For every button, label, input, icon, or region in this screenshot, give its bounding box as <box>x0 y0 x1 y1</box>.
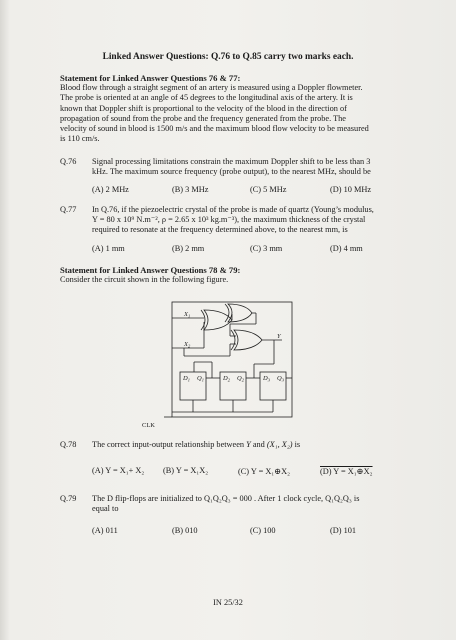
option-b: (B) 3 MHz <box>172 185 209 194</box>
ff2-q-label: $Q_2$ <box>237 375 244 383</box>
statement-title: Statement for Linked Answer Questions 78 & 79: <box>60 265 241 275</box>
option-d: (D) 4 mm <box>330 244 363 253</box>
question-line: In Q.76, if the piezoelectric crystal of the probe is made of quartz (Young’s modulus, <box>92 205 374 214</box>
section-header: Linked Answer Questions: Q.76 to Q.85 carry two marks each. <box>102 52 354 62</box>
option-c: (C) 5 MHz <box>250 185 287 194</box>
statement-line: propagation of sound from the probe and the frequency generated from the probe. The <box>60 113 346 123</box>
option-a: (A) 1 mm <box>92 244 125 253</box>
question-number: Q.78 <box>60 440 77 449</box>
statement-78-79 <box>60 265 400 285</box>
ff1-d-label: $D_1$ <box>183 375 190 383</box>
question-number: Q.77 <box>60 205 77 214</box>
question-line: kHz. The maximum source frequency (probe output), to the nearest MHz, should be <box>92 167 371 177</box>
option-c: (C) Y = X₁⊕X₂ <box>238 467 291 476</box>
statement-title: Statement for Linked Answer Questions 76 & 77: <box>60 73 241 83</box>
option-b: (B) 010 <box>172 526 198 535</box>
statement-line: known that Doppler shift is proportional to the velocity of the blood in the direction of <box>60 103 347 113</box>
page-footer: IN 25/32 <box>213 598 243 607</box>
ff2-d-label: $D_2$ <box>223 375 230 383</box>
question-line: Signal processing limitations constrain the maximum Doppler shift to be less than 3 <box>92 157 371 166</box>
option-d: (D) Y = X₁⊕X₂ <box>320 467 373 476</box>
option-b: (B) 2 mm <box>172 244 205 253</box>
option-c: (C) 3 mm <box>250 244 283 253</box>
option-b: (B) Y = X₁X₂ <box>163 466 209 475</box>
statement-line: velocity of sound in blood is 1500 m/s and the maximum blood flow velocity to be measured <box>60 124 369 134</box>
statement-line: Blood flow through a straight segment of an artery is measured using a Doppler flowmeter. <box>60 83 363 93</box>
question-79-text <box>92 494 412 514</box>
question-number: Q.76 <box>60 157 77 166</box>
statement-line: is 110 cm/s. <box>60 134 100 144</box>
question-number: Q.79 <box>60 494 77 503</box>
option-c: (C) 100 <box>250 526 276 535</box>
ff3-d-label: $D_3$ <box>263 375 270 383</box>
statement-line: The probe is oriented at an angle of 45 degrees to the longitudinal axis of the artery. It is <box>60 93 353 103</box>
input-x2-label: $X_2$ <box>184 341 191 349</box>
clk-label: CLK <box>142 422 155 429</box>
question-line: The D flip-flops are initialized to Q₁Q₂Q₃ = 000 . After 1 clock cycle, Q₁Q₂Q₃ is <box>92 494 360 503</box>
xor-gate-1 <box>204 310 232 330</box>
option-d: (D) 101 <box>330 526 357 535</box>
option-a: (A) 2 MHz <box>92 185 129 194</box>
ff1-q-label: $Q_1$ <box>197 375 204 383</box>
xor-gate-3 <box>234 330 262 350</box>
question-76-text <box>92 157 402 177</box>
option-d: (D) 10 MHz <box>330 185 372 194</box>
option-a: (A) 011 <box>92 526 118 535</box>
question-line: required to resonate at the frequency determined above, to the nearest mm, is <box>92 225 348 235</box>
input-x1-label: $X_1$ <box>184 311 191 319</box>
question-line: Y = 80 x 10⁹ N.m⁻², ρ = 2.65 x 10³ kg.m⁻³), the maximum thickness of the crystal <box>92 215 366 225</box>
output-y-label: Y <box>277 333 281 340</box>
question-78-text: The correct input-output relationship between Y and (X₁, X₂) is <box>92 440 301 449</box>
option-a: (A) Y = X₁+ X₂ <box>92 466 145 475</box>
circuit-diagram <box>142 300 299 430</box>
statement-76-77 <box>60 73 400 144</box>
question-77-text <box>92 205 407 236</box>
statement-line: Consider the circuit shown in the following figure. <box>60 275 229 285</box>
question-line: equal to <box>92 504 119 514</box>
ff3-q-label: $Q_3$ <box>277 375 284 383</box>
